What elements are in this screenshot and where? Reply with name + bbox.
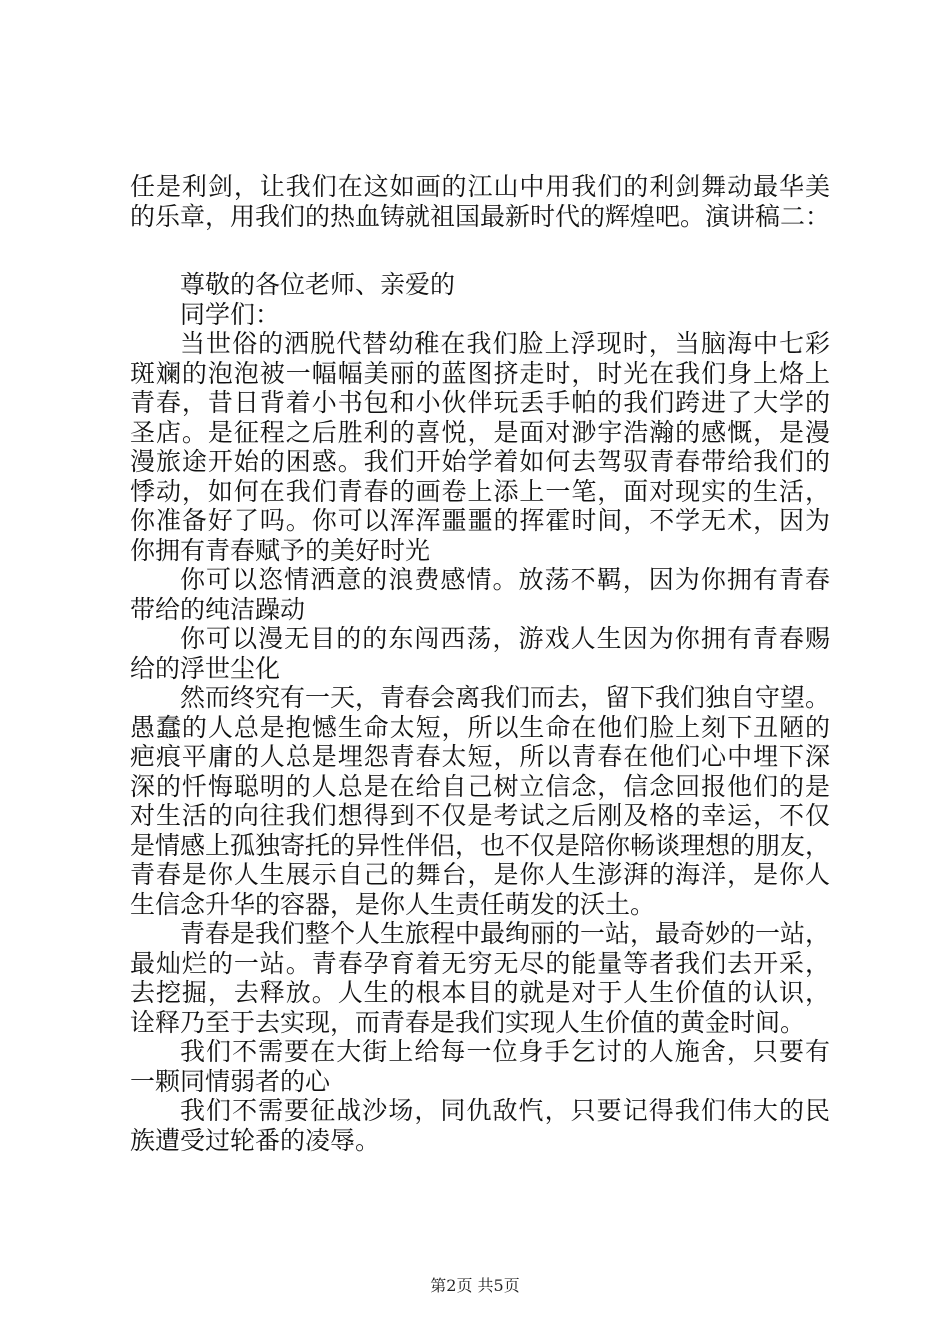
document-body: [130, 172, 830, 1155]
text-line: 然而终究有一天，青春会离我们而去，留下我们独自守望。: [180, 683, 831, 712]
text-line: 你准备好了吗。你可以浑浑噩噩的挥霍时间，不学无术，因为: [130, 506, 830, 535]
text-line: 斑斓的泡泡被一幅幅美丽的蓝图挤走时，时光在我们身上烙上: [130, 358, 830, 388]
page-footer: [0, 1276, 950, 1296]
salutation-line: 尊敬的各位老师、亲爱的: [180, 270, 456, 299]
text-line: 你可以漫无目的的东闯西荡，游戏人生因为你拥有青春赐: [180, 624, 830, 653]
text-line: 我们不需要征战沙场，同仇敌忾，只要记得我们伟大的民: [180, 1096, 830, 1125]
text-line: 去挖掘，去释放。人生的根本目的就是对于人生价值的认识，: [130, 978, 830, 1007]
text-line: 青春是你人生展示自己的舞台，是你人生澎湃的海洋，是你人: [130, 860, 830, 889]
text-line: 任是利剑，让我们在这如画的江山中用我们的利剑舞动最华美: [130, 172, 830, 201]
paragraph-gap: [130, 231, 830, 270]
text-line: 是情感上孤独寄托的异性伴侣，也不仅是陪你畅谈理想的朋友，: [130, 830, 831, 860]
page-number: 第2页 共5页: [430, 1276, 520, 1295]
text-line: 圣店。是征程之后胜利的喜悦，是面对渺宇浩瀚的感慨，是漫: [130, 417, 830, 447]
text-line: 愚蠢的人总是抱憾生命太短，所以生命在他们脸上刻下丑陋的: [130, 712, 830, 742]
salutation-line: 同学们：: [180, 299, 281, 329]
text-line: 深的忏悔聪明的人总是在给自己树立信念，信念回报他们的是: [130, 771, 830, 801]
text-line: 的乐章，用我们的热血铸就祖国最新时代的辉煌吧。演讲稿二：: [130, 201, 831, 231]
text-line: 我们不需要在大街上给每一位身手乞讨的人施舍，只要有: [180, 1037, 830, 1066]
text-line: 最灿烂的一站。青春孕育着无穷无尽的能量等者我们去开采，: [130, 948, 830, 978]
text-line: 漫旅途开始的困惑。我们开始学着如何去驾驭青春带给我们的: [130, 447, 830, 476]
text-line: 悸动，如何在我们青春的画卷上添上一笔，面对现实的生活，: [130, 476, 830, 506]
text-line: 生信念升华的容器，是你人生责任萌发的沃土。: [130, 889, 656, 919]
text-line: 带给的纯洁躁动: [130, 594, 306, 624]
text-line: 对生活的向往我们想得到不仅是考试之后刚及格的幸运，不仅: [130, 801, 830, 830]
text-line: 你拥有青春赋予的美好时光: [130, 535, 431, 565]
text-line: 青春，昔日背着小书包和小伙伴玩丢手帕的我们跨进了大学的: [130, 388, 830, 417]
text-line: 当世俗的洒脱代替幼稚在我们脸上浮现时，当脑海中七彩: [180, 329, 830, 358]
text-line: 族遭受过轮番的凌辱。: [130, 1125, 381, 1155]
text-line: 青春是我们整个人生旅程中最绚丽的一站，最奇妙的一站，: [180, 919, 831, 948]
text-line: 你可以恣情洒意的浪费感情。放荡不羁，因为你拥有青春: [180, 565, 830, 594]
text-line: 给的浮世尘化: [130, 653, 281, 683]
text-line: 一颗同情弱者的心: [130, 1066, 331, 1096]
text-line: 诠释乃至于去实现，而青春是我们实现人生价值的黄金时间。: [130, 1007, 806, 1037]
text-line: 疤痕平庸的人总是埋怨青春太短，所以青春在他们心中埋下深: [130, 742, 830, 771]
